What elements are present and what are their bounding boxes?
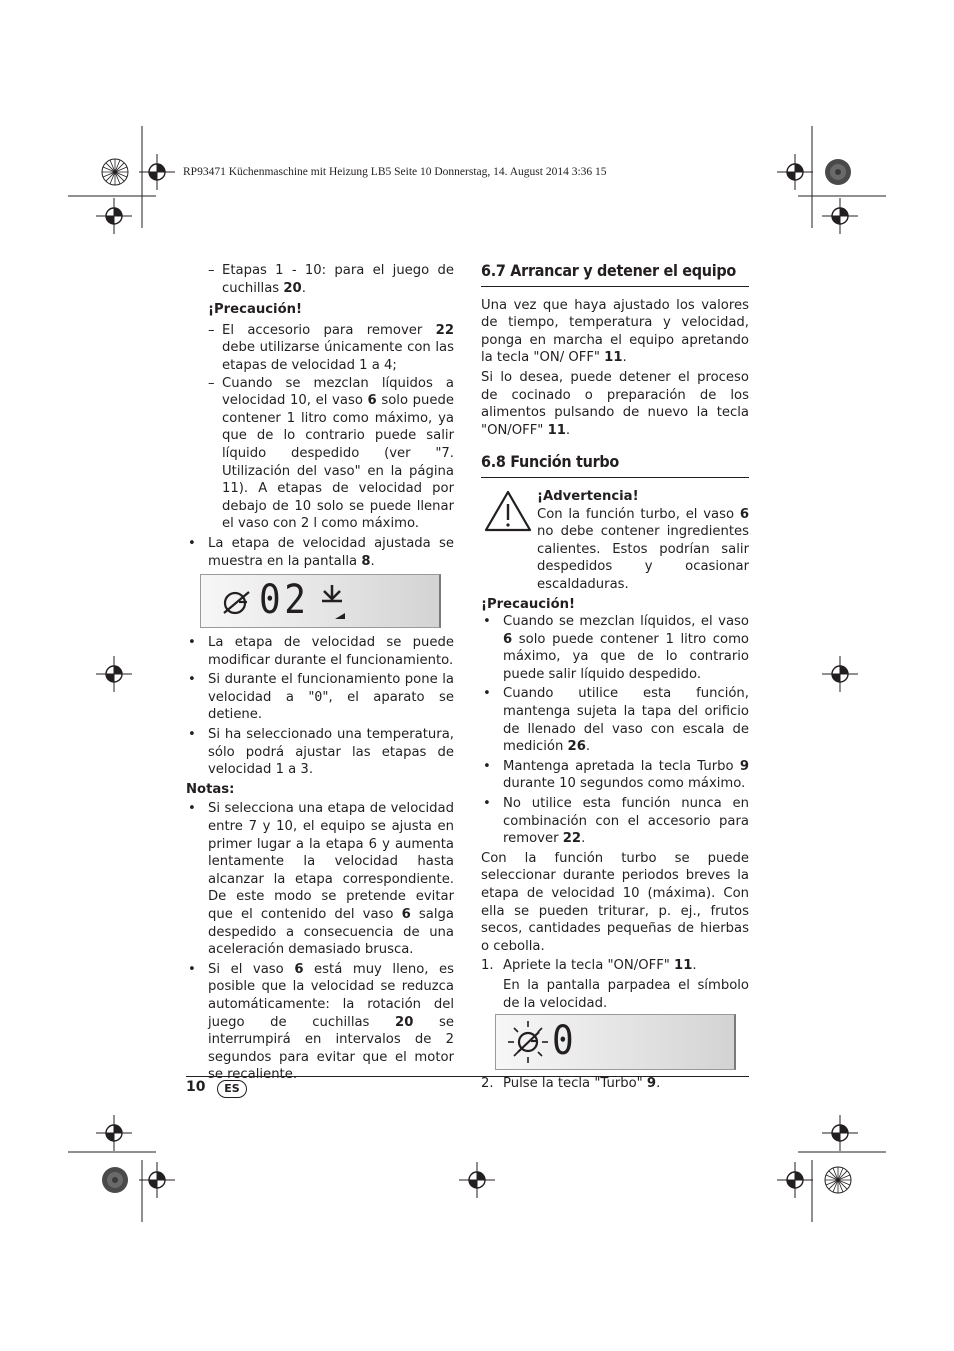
step-2: 2. Pulse la tecla "Turbo" 9.: [481, 1076, 661, 1092]
turbo-display-image: [495, 1014, 736, 1070]
dash-marker: –: [208, 263, 215, 278]
warning-block: [481, 488, 749, 594]
bullet-display: • La etapa de velocidad ajustada se muestra en la pantalla 8.: [188, 535, 454, 569]
caution-lid: • Cuando utilice esta función, mantenga sujeta la tapa del orificio de llenado del vaso con escala de medición 26.: [483, 686, 749, 755]
footer-rule: [186, 1076, 749, 1077]
paragraph-stop: Si lo desea, puede detener el proceso de cocinado o preparación de los alimentos pulsando de nuevo la tecla "ON/OFF" 11.: [481, 369, 749, 438]
caution-turbo-duration: • Mantenga apretada la tecla Turbo 9 durante 10 segundos como máximo.: [483, 758, 749, 792]
heading-6-8: 6.8 Función turbo: [481, 453, 749, 478]
left-column: [186, 262, 454, 1084]
turbo-digit: 0: [552, 1018, 574, 1065]
warning-triangle-icon: [483, 488, 533, 534]
caution-label: ¡Precaución!: [208, 302, 303, 318]
blade-icon: [319, 583, 349, 623]
caution-item-stirrer: – El accesorio para remover 22 debe utilizarse únicamente con las etapas de velocidad 1 a 4;: [208, 322, 454, 373]
notes-label: Notas:: [186, 781, 235, 797]
heading-6-7: 6.7 Arrancar y detener el equipo: [481, 262, 749, 287]
warning-text: Con la función turbo, el vaso 6 no debe contener ingredientes calientes. Estos podrían salir despedidos y ocasionar escaldaduras.: [537, 506, 749, 592]
caution-label-right: ¡Precaución!: [481, 596, 576, 612]
paragraph-turbo: Con la función turbo se puede seleccionar durante periodos breves la etapa de velocidad 10 (máxima). Con ella se pueden triturar, p. ej., frutos secos, cantidades pequeñas de hierbas o cebolla.: [481, 850, 749, 954]
blinking-speed-icon: [504, 1019, 554, 1065]
right-column: [481, 262, 749, 1093]
dash-item-stages: – Etapas 1 - 10: para el juego de cuchillas 20.: [208, 263, 454, 296]
speed-digits: 02: [259, 577, 310, 624]
warning-label: ¡Advertencia!: [537, 488, 639, 504]
step-1: 1. Apriete la tecla "ON/OFF" 11.: [481, 958, 697, 974]
language-badge: ES: [217, 1080, 247, 1098]
note-speed-ramp: • Si selecciona una etapa de velocidad entre 7 y 10, el equipo se ajusta en primer lugar a la etapa 6 y aumenta lentamente la velocidad hasta alcanzar la etapa correspondiente. De este modo se pretende evitar que el contenido del vaso 6 salga despedido a consecuencia de una aceleración demasiado brusca.: [188, 801, 454, 958]
print-header: RP93471 Küchenmaschine mit Heizung LB5 Seite 10 Donnerstag, 14. August 2014 3:36 15: [183, 166, 607, 178]
note-overfull: • Si el vaso 6 está muy lleno, es posible que la velocidad se reduzca automáticamente: la rotación del juego de cuchillas 20 se interrumpirá en intervalos de 2 segundos para evitar que el motor se recaliente.: [188, 961, 455, 1083]
bullet-zero: • Si durante el funcionamiento pone la velocidad a "0", el aparato se detiene.: [188, 672, 454, 723]
bullet-modify: • La etapa de velocidad se puede modificar durante el funcionamiento.: [188, 635, 454, 668]
step-1-detail: En la pantalla parpadea el símbolo de la velocidad.: [503, 977, 749, 1011]
caution-liquids: • Cuando se mezclan líquidos, el vaso 6 solo puede contener 1 litro como máximo, ya que de lo contrario puede salir líquido despedido.: [483, 614, 749, 682]
bullet-temperature: • Si ha seleccionado una temperatura, sólo podrá ajustar las etapas de velocidad 1 a 3.: [188, 727, 454, 778]
speed-display-image: [200, 574, 441, 628]
paragraph-start: Una vez que haya ajustado los valores de tiempo, temperatura y velocidad, ponga en marcha el equipo apretando la tecla "ON/ OFF" 11.: [481, 297, 749, 366]
caution-stirrer: • No utilice esta función nunca en combinación con el accesorio para remover 22.: [483, 796, 749, 847]
page-number: 10: [186, 1079, 206, 1095]
caution-item-liquids: – Cuando se mezclan líquidos a velocidad 10, el vaso 6 solo puede contener 1 litro como máximo, ya que de lo contrario puede salir líquido despedido (ver "7. Utilización del vaso" en la página 11). A etapas de velocidad por debajo de 10 solo se puede llenar el vaso con 2 l como máximo.: [208, 375, 454, 532]
speed-icon: [221, 588, 255, 616]
